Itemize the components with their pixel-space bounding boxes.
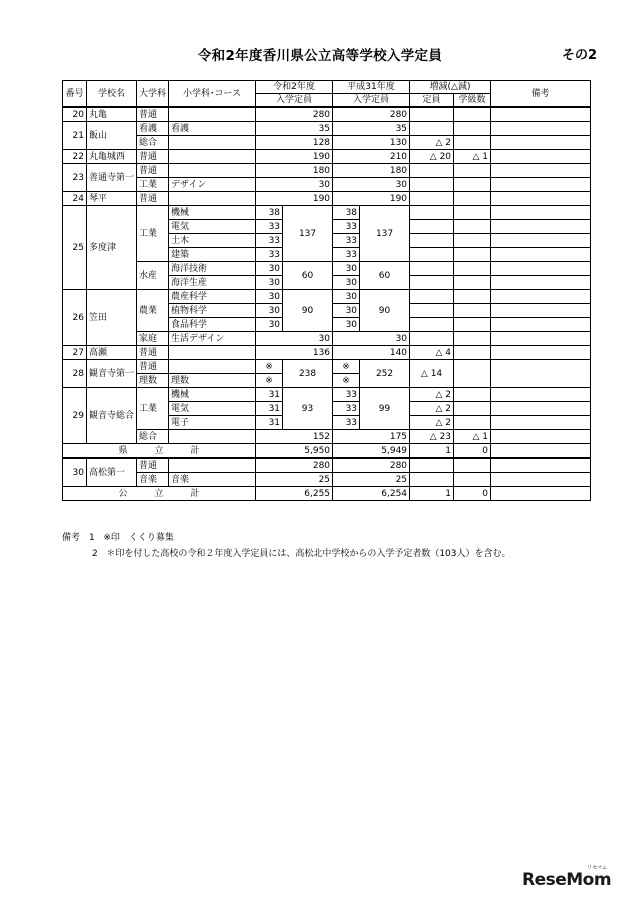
subtotal-row [63,444,591,459]
table-cell: 23 [63,164,87,192]
table-cell: 33 [256,248,283,262]
note-text: ＊印を付した高校の令和２年度入学定員には、高松北中学校からの入学予定者数（103人）を含む。 [106,549,511,559]
table-cell: 25 [256,473,333,487]
table-cell: 25 [63,206,87,290]
table-cell [491,220,591,234]
table-cell [454,332,491,346]
table-cell [491,402,591,416]
table-row [63,262,591,276]
table-cell: 30 [333,262,360,276]
table-cell [491,192,591,206]
table-cell: 30 [256,178,333,192]
col-r2-header: 令和2年度 [256,81,333,94]
table-cell: 238 [283,360,333,388]
table-cell: 学級数 [454,94,491,108]
table-cell [454,402,491,416]
table-cell: 6,255 [256,487,333,501]
table-cell: 工業 [137,388,169,430]
table-cell: 電気 [169,220,256,234]
table-cell: 280 [256,107,333,122]
table-cell: 普通 [137,346,169,360]
table-cell: 普通 [137,150,169,164]
table-cell: 27 [63,346,87,360]
table-cell: 1 [410,444,454,459]
table-cell [454,458,491,473]
table-cell [454,388,491,402]
table-cell [410,234,454,248]
table-cell: 99 [360,388,410,430]
table-cell [410,178,454,192]
table-cell: 130 [333,136,410,150]
table-cell [491,206,591,220]
table-cell [454,178,491,192]
table-cell [410,192,454,206]
table-cell: 30 [333,304,360,318]
table-cell [410,220,454,234]
table-row [63,107,591,122]
table-cell: △ 4 [410,346,454,360]
table-cell: 生活デザイン [169,332,256,346]
table-cell [454,346,491,360]
table-cell: 140 [333,346,410,360]
table-cell: 30 [333,332,410,346]
table-cell: 看護 [169,122,256,136]
table-cell [410,332,454,346]
note-text: ReseMom [522,870,612,890]
table-cell: ※ [333,360,360,374]
table-cell [491,164,591,178]
table-cell: 30 [333,290,360,304]
table-cell [454,192,491,206]
table-cell: 33 [333,402,360,416]
header-row-1 [63,81,591,94]
table-cell: 丸亀城西 [87,150,137,164]
table-cell [454,276,491,290]
table-cell: 190 [333,192,410,206]
total-row [63,487,591,501]
table-cell: 音楽 [137,473,169,487]
table-cell [491,318,591,332]
table-cell [454,107,491,122]
table-cell: 高松第一 [87,458,137,487]
table-cell [410,248,454,262]
table-cell: 0 [454,487,491,501]
table-cell: 21 [63,122,87,150]
table-row [63,290,591,304]
table-cell: 工業 [137,178,169,192]
col-remarks-header: 備考 [491,81,591,108]
table-cell: ※ [333,374,360,388]
table-row [63,164,591,178]
table-cell: △ 2 [410,402,454,416]
table-cell: 280 [256,458,333,473]
table-cell: 30 [256,276,283,290]
table-cell: 30 [333,318,360,332]
table-cell [491,388,591,402]
table-cell [491,136,591,150]
table-cell: 30 [256,290,283,304]
table-cell: 38 [333,206,360,220]
table-cell [491,346,591,360]
table-cell [410,206,454,220]
table-cell: 30 [63,458,87,487]
table-cell [491,430,591,444]
table-cell: △ 20 [410,150,454,164]
table-cell: 県 立 計 [63,444,256,459]
table-cell: 高瀬 [87,346,137,360]
table-cell: 土木 [169,234,256,248]
table-cell: 90 [360,290,410,332]
table-cell [491,332,591,346]
table-cell: ※ [256,374,283,388]
table-cell: 5,950 [256,444,333,459]
table-row [63,458,591,473]
table-cell: 機械 [169,388,256,402]
table-cell: 90 [283,290,333,332]
table-cell: 280 [333,458,410,473]
part-label: その2 [562,48,598,63]
table-row [63,430,591,444]
table-cell [491,234,591,248]
table-cell: 22 [63,150,87,164]
table-cell: 家庭 [137,332,169,346]
table-cell [454,473,491,487]
resemom-logo [522,865,612,890]
table-cell: 電気 [169,402,256,416]
table-row [63,346,591,360]
table-row [63,206,591,220]
table-cell: 海洋技術 [169,262,256,276]
table-cell [169,136,256,150]
table-cell [410,318,454,332]
table-cell: 30 [256,304,283,318]
table-cell: 190 [256,150,333,164]
table-cell: 24 [63,192,87,206]
table-cell [410,304,454,318]
table-cell [491,276,591,290]
table-cell [169,360,256,374]
table-cell: 33 [256,220,283,234]
table-cell: 機械 [169,206,256,220]
table-cell: 33 [333,234,360,248]
table-cell [491,444,591,459]
table-cell: 観音寺第一 [87,360,137,388]
table-cell [491,122,591,136]
table-cell: 31 [256,416,283,430]
table-cell [491,178,591,192]
table-row [63,332,591,346]
table-cell: 30 [256,332,333,346]
table-cell [169,346,256,360]
table-cell: 1 [410,487,454,501]
table-cell [454,220,491,234]
table-cell: 152 [256,430,333,444]
table-cell: 30 [256,262,283,276]
table-cell [169,107,256,122]
table-cell: 33 [333,248,360,262]
table-cell: 農産科学 [169,290,256,304]
table-cell: 30 [256,318,283,332]
table-cell [491,458,591,473]
col-no-header: 番号 [63,81,87,108]
table-cell [491,150,591,164]
table-cell: 180 [333,164,410,178]
table-cell: 35 [256,122,333,136]
capacity-table [62,80,591,501]
table-cell [491,107,591,122]
table-cell: 海洋生産 [169,276,256,290]
col-course-header: 小学科･コース [169,81,256,108]
table-cell: 建築 [169,248,256,262]
table-cell: 理数 [169,374,256,388]
table-cell: 175 [333,430,410,444]
col-school-header: 学校名 [87,81,137,108]
table-cell: 食品科学 [169,318,256,332]
table-row [63,122,591,136]
table-cell: 137 [360,206,410,262]
table-cell: △ 14 [410,360,454,388]
table-cell [454,262,491,276]
table-cell [454,360,491,388]
table-cell: 31 [256,388,283,402]
table-cell: 定員 [410,94,454,108]
table-cell: 180 [256,164,333,178]
table-cell: 33 [256,234,283,248]
table-cell [491,248,591,262]
table-cell: 190 [256,192,333,206]
table-cell: △ 2 [410,416,454,430]
table-cell: 総合 [137,430,169,444]
table-cell [410,122,454,136]
table-cell: 38 [256,206,283,220]
page-title: 令和2年度香川県公立高等学校入学定員 [197,48,443,64]
table-cell: 琴平 [87,192,137,206]
table-cell: 60 [360,262,410,290]
table-cell: 136 [256,346,333,360]
table-cell [169,150,256,164]
table-cell [454,304,491,318]
table-row [63,360,591,374]
note-text: 2 [92,549,98,559]
table-cell: 60 [283,262,333,290]
table-cell: 普通 [137,107,169,122]
table-cell: 31 [256,402,283,416]
table-cell: 210 [333,150,410,164]
table-cell: 笠田 [87,290,137,346]
table-cell: 33 [333,416,360,430]
table-cell [410,276,454,290]
table-row [63,473,591,487]
col-dept-header: 大学科 [137,81,169,108]
table-cell [491,290,591,304]
table-cell [454,164,491,178]
table-cell: 5,949 [333,444,410,459]
table-cell: 128 [256,136,333,150]
col-change-header: 増減(△減) [410,81,491,94]
table-cell [454,416,491,430]
table-cell: 農業 [137,290,169,332]
table-cell [454,318,491,332]
table-cell [491,304,591,318]
table-cell: 植物科学 [169,304,256,318]
table-cell: 0 [454,444,491,459]
note-text: ※印 くくり募集 [103,533,174,543]
table-cell: 33 [333,220,360,234]
table-cell: デザイン [169,178,256,192]
table-cell [454,136,491,150]
table-cell: 総合 [137,136,169,150]
table-cell: △ 2 [410,388,454,402]
table-cell [491,262,591,276]
table-cell: 93 [283,388,333,430]
table-cell: 多度津 [87,206,137,290]
table-cell: △ 2 [410,136,454,150]
table-cell: 30 [333,276,360,290]
table-cell [410,107,454,122]
table-cell: 28 [63,360,87,388]
table-cell: 29 [63,388,87,444]
table-cell: 280 [333,107,410,122]
table-cell: 工業 [137,206,169,262]
table-cell [491,487,591,501]
table-cell: 観音寺総合 [87,388,137,444]
table-cell [491,416,591,430]
table-cell: 電子 [169,416,256,430]
table-cell [454,290,491,304]
col-h31-header: 平成31年度 [333,81,410,94]
table-cell: 音楽 [169,473,256,487]
table-cell: 20 [63,107,87,122]
table-cell [169,192,256,206]
table-cell [491,473,591,487]
table-row [63,192,591,206]
note-text: リセマム [587,865,608,871]
table-cell [410,164,454,178]
note-2 [92,546,511,559]
table-cell [410,473,454,487]
table-cell: 6,254 [333,487,410,501]
table-cell [410,262,454,276]
table-cell [491,360,591,388]
note-1 [62,530,174,543]
table-cell: 入学定員 [256,94,333,108]
table-cell: 35 [333,122,410,136]
table-cell: △ 1 [454,430,491,444]
table-cell: 飯山 [87,122,137,150]
table-cell: 看護 [137,122,169,136]
table-cell [410,290,454,304]
table-cell: 30 [333,178,410,192]
table-cell: 25 [333,473,410,487]
table-cell: 丸亀 [87,107,137,122]
table-cell: 普通 [137,360,169,374]
table-cell: 252 [360,360,410,388]
table-row [63,150,591,164]
table-row [63,136,591,150]
table-cell [169,458,256,473]
table-cell [454,206,491,220]
table-cell: 普通 [137,164,169,178]
table-cell [410,458,454,473]
table-cell: 普通 [137,458,169,473]
table-cell: 137 [283,206,333,262]
table-cell: 水産 [137,262,169,290]
table-cell: 理数 [137,374,169,388]
note-text: 備考 1 [62,533,95,543]
table-cell [454,248,491,262]
table-cell: 入学定員 [333,94,410,108]
table-cell: △ 1 [454,150,491,164]
table-cell: ※ [256,360,283,374]
table-row [63,178,591,192]
table-cell: 普通 [137,192,169,206]
table-row [63,388,591,402]
table-cell: 善通寺第一 [87,164,137,192]
table-cell [169,164,256,178]
table-cell [454,122,491,136]
table-cell [169,430,256,444]
table-cell: △ 23 [410,430,454,444]
table-cell: 公 立 計 [63,487,256,501]
table-cell [454,234,491,248]
table-cell: 33 [333,388,360,402]
table-cell: 26 [63,290,87,346]
